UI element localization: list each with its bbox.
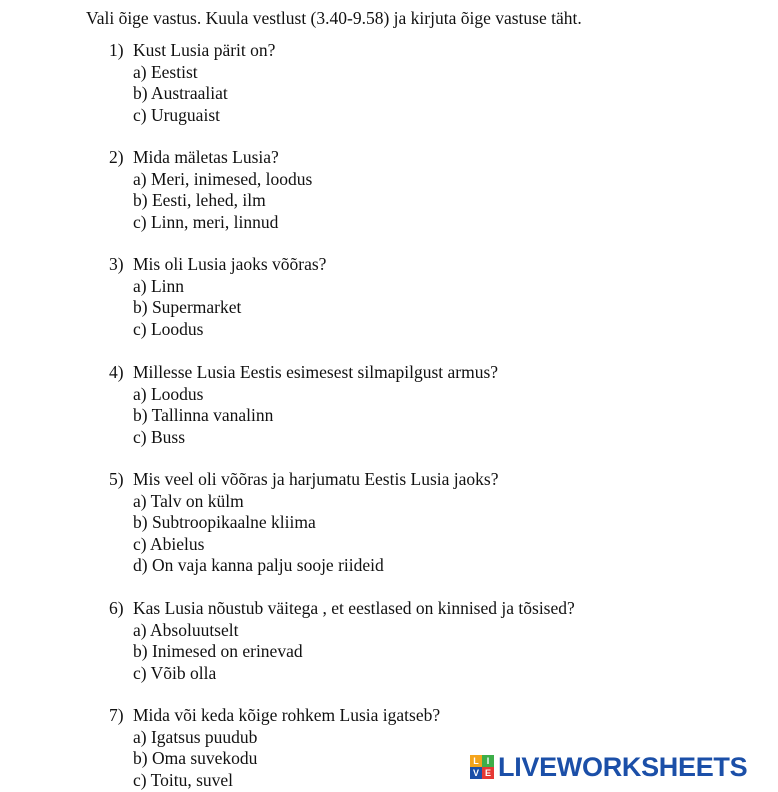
answer-option: a) Talv on külm: [133, 490, 244, 511]
question-text: Kas Lusia nõustub väitega , et eestlased on kinnised ja tõsised?: [133, 598, 575, 618]
question-line: [109, 362, 498, 384]
liveworksheets-logo-text: LIVEWORKSHEETS: [498, 751, 748, 782]
answer-option: b) Tallinna vanalinn: [133, 405, 274, 425]
answer-option: b) Inimesed on erinevad: [133, 641, 303, 661]
question-number: 5): [109, 469, 124, 489]
question-line: [109, 705, 440, 727]
logo-tile-i: I: [482, 755, 494, 767]
question-7: [109, 705, 440, 791]
question-line: [109, 147, 312, 169]
answer-option: a) Loodus: [133, 383, 204, 404]
question-5: [109, 469, 498, 577]
instruction-text: Vali õige vastus. Kuula vestlust (3.40-9.58) ja kirjuta õige vastuse täht.: [86, 8, 582, 28]
question-1: [109, 40, 275, 126]
question-text: Kust Lusia pärit on?: [133, 40, 276, 60]
question-line: [109, 469, 498, 491]
question-number: 4): [109, 362, 124, 382]
question-number: 6): [109, 598, 124, 618]
answer-option: c) Abielus: [133, 533, 205, 554]
question-text: Mis veel oli võõras ja harjumatu Eestis Lusia jaoks?: [133, 469, 499, 489]
liveworksheets-logo: [470, 752, 747, 782]
question-line: [109, 254, 326, 276]
answer-option: b) Oma suvekodu: [133, 748, 258, 768]
logo-tile-v: V: [470, 767, 482, 779]
liveworksheets-logo-icon: [470, 755, 494, 779]
answer-option: c) Võib olla: [133, 662, 217, 683]
answer-option: b) Subtroopikaalne kliima: [133, 512, 316, 532]
answer-option: c) Buss: [133, 426, 186, 447]
question-text: Millesse Lusia Eestis esimesest silmapilgust armus?: [133, 362, 499, 382]
answer-option: a) Linn: [133, 275, 185, 296]
answer-option: c) Uruguaist: [133, 104, 220, 125]
answer-option: b) Austraaliat: [133, 83, 228, 103]
answer-option: a) Absoluutselt: [133, 619, 239, 640]
question-4: [109, 362, 498, 448]
answer-option: b) Supermarket: [133, 297, 242, 317]
question-number: 7): [109, 705, 124, 725]
question-number: 3): [109, 254, 124, 274]
answer-option: a) Eestist: [133, 61, 198, 82]
question-6: [109, 598, 575, 684]
question-number: 2): [109, 147, 124, 167]
answer-option: d) On vaja kanna palju sooje riideid: [133, 555, 384, 575]
question-3: [109, 254, 326, 340]
answer-option: c) Linn, meri, linnud: [133, 211, 279, 232]
answer-option: b) Eesti, lehed, ilm: [133, 190, 266, 210]
logo-tile-l: L: [470, 755, 482, 767]
question-line: [109, 598, 575, 620]
question-text: Mida mäletas Lusia?: [133, 147, 279, 167]
question-2: [109, 147, 312, 233]
answer-option: c) Toitu, suvel: [133, 769, 234, 790]
answer-option: a) Igatsus puudub: [133, 726, 258, 747]
question-number: 1): [109, 40, 124, 60]
logo-tile-e: E: [482, 767, 494, 779]
question-line: [109, 40, 275, 62]
answer-option: a) Meri, inimesed, loodus: [133, 168, 313, 189]
question-text: Mida või keda kõige rohkem Lusia igatseb?: [133, 705, 441, 725]
question-text: Mis oli Lusia jaoks võõras?: [133, 254, 327, 274]
answer-option: c) Loodus: [133, 318, 204, 339]
